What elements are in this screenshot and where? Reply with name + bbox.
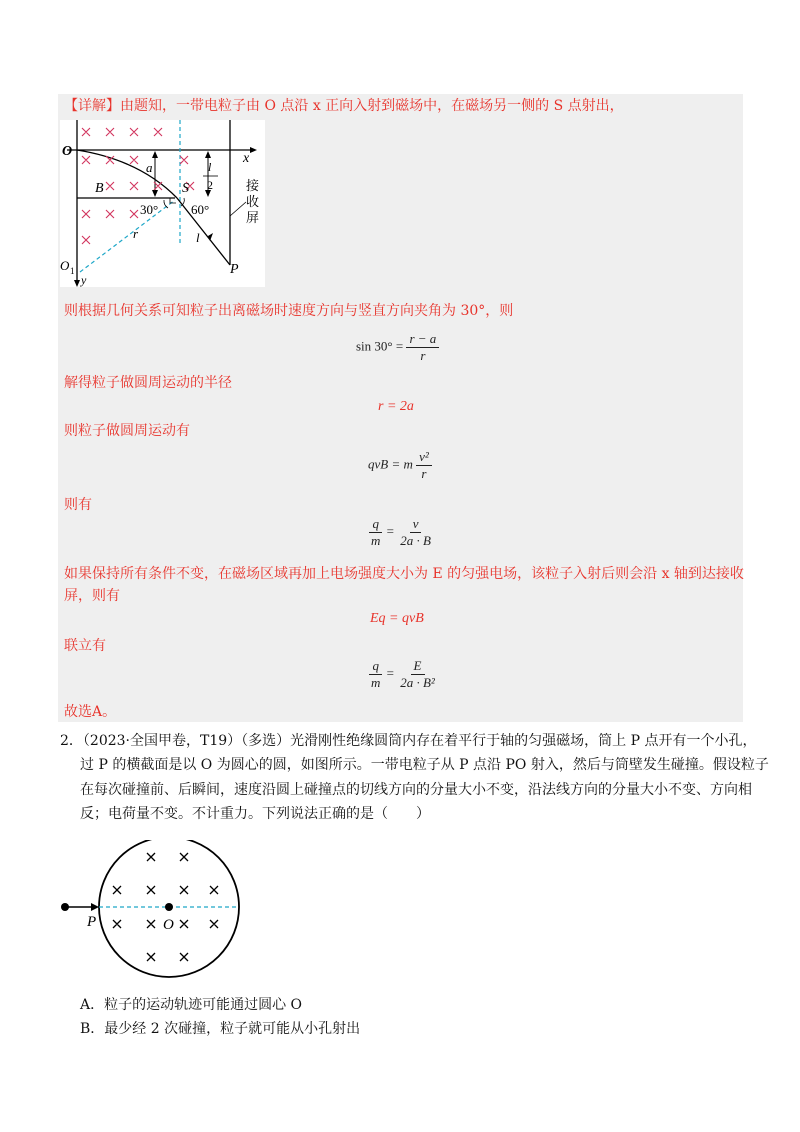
eq3-denominator: r: [421, 466, 427, 481]
option-B[interactable]: B．最少经 2 次碰撞，粒子就可能从小孔射出: [80, 1021, 361, 1037]
label-B: B: [95, 181, 104, 196]
label-screen-2: 收: [246, 194, 260, 209]
eq6-right-denominator: 2a · B²: [400, 675, 435, 690]
label-30-degrees: 30°: [140, 202, 159, 217]
radius-statement: 解得粒子做圆周运动的半径: [64, 375, 232, 391]
combine-statement: 联立有: [64, 638, 106, 654]
label-y: y: [81, 273, 87, 287]
equation-radius: r = 2a: [378, 399, 414, 414]
eq6-left-numerator: q: [369, 658, 382, 675]
center-dot: [165, 903, 173, 911]
cylinder-cross-section-diagram: [55, 840, 255, 980]
question-line-2: 过 P 的横截面是以 O 为圆心的圆，如图所示。一带电粒子从 P 点沿 PO 射入，然后与筒壁发生碰撞。假设粒子: [80, 757, 769, 773]
incident-arrow: [91, 903, 99, 911]
particle-dot: [61, 903, 69, 911]
solution-header: 【详解】: [64, 98, 120, 114]
eq1-numerator: r − a: [406, 331, 439, 348]
eq4-right-numerator: v: [410, 516, 422, 533]
label-O1-subscript: 1: [70, 266, 75, 276]
magnetic-field-trajectory-diagram: [60, 120, 265, 287]
eq6-left-denominator: m: [371, 675, 381, 690]
y-axis-arrow: [74, 280, 80, 287]
eq1-denominator: r: [420, 348, 426, 363]
eq4-right-denominator: 2a · B: [400, 533, 431, 548]
eq4-left-denominator: m: [371, 533, 381, 548]
label-l: l: [196, 230, 200, 245]
right-angle-mark: [170, 198, 176, 203]
then-statement: 则有: [64, 497, 92, 513]
label-S: S: [182, 181, 189, 196]
eq3-numerator: v²: [416, 449, 432, 466]
electric-field-statement-line1: 如果保持所有条件不变，在磁场区域再加上电场强度大小为 E 的匀强电场，该粒子入射后则会沿 x 轴到达接收: [64, 566, 744, 582]
label-O-center: O: [163, 917, 174, 933]
label-screen-3: 屏: [246, 210, 260, 225]
question-line-3: 在每次碰撞前、后瞬间，速度沿圆上碰撞点的切线方向的分量大小不变，沿法线方向的分量大小不变、方向相: [80, 782, 752, 798]
label-l-half-num: l: [208, 160, 212, 174]
solution-intro-line: [64, 96, 624, 116]
label-x: x: [243, 151, 250, 166]
label-r: r: [133, 226, 139, 241]
conclusion: 故选A。: [64, 704, 117, 720]
electric-field-statement-line2: 屏，则有: [64, 588, 120, 604]
label-O: O: [62, 144, 73, 159]
angle-60-arc: [181, 198, 184, 206]
eq4-left-numerator: q: [369, 516, 382, 533]
radius-dashed-line: [80, 200, 175, 272]
label-O1: O: [60, 258, 70, 273]
label-P: P: [230, 262, 239, 277]
question-line-4: 反；电荷量不变。不计重力。下列说法正确的是（ ）: [80, 806, 430, 822]
question-line-1: 2．（2023·全国甲卷，T19）（多选）光滑刚性绝缘圆筒内存在着平行于轴的匀强磁场，筒上 P 点开有一个小孔，: [60, 733, 757, 749]
label-l-half-den: 2: [207, 178, 213, 192]
eq3-lhs: qvB = m: [368, 456, 413, 472]
circular-motion-statement: 则粒子做圆周运动有: [64, 423, 190, 439]
equation-charge-mass-2: $\frac{q}{m}$ = $\frac{E}{\text{2a · B²}}$: [368, 658, 438, 691]
angle-30-arc: [164, 200, 168, 208]
label-screen-1: 接: [246, 178, 260, 193]
angle-statement: 则根据几何关系可知粒子出离磁场时速度方向与竖直方向夹角为 30°，则: [64, 303, 514, 319]
option-A[interactable]: A．粒子的运动轨迹可能通过圆心 O: [80, 997, 303, 1013]
equation-sin30: [356, 331, 439, 364]
label-60-degrees: 60°: [191, 202, 210, 217]
equation-force-balance: Eq = qvB: [370, 611, 424, 626]
x-axis-arrow: [250, 147, 257, 153]
particle-arc-path: [77, 150, 177, 198]
equation-charge-mass-1: $\frac{q}{m}$ = $\frac{v}{2a \cdot B}$: [368, 516, 434, 549]
label-P-hole: P: [87, 914, 97, 930]
eq6-right-numerator: E: [411, 658, 425, 675]
solution-intro-text: 由题知，一带电粒子由 O 点沿 x 正向入射到磁场中，在磁场另一侧的 S 点射出，: [120, 98, 624, 114]
label-a: a: [146, 160, 153, 175]
equation-lorentz: [368, 449, 432, 482]
eq1-lhs: sin 30° =: [356, 338, 404, 354]
